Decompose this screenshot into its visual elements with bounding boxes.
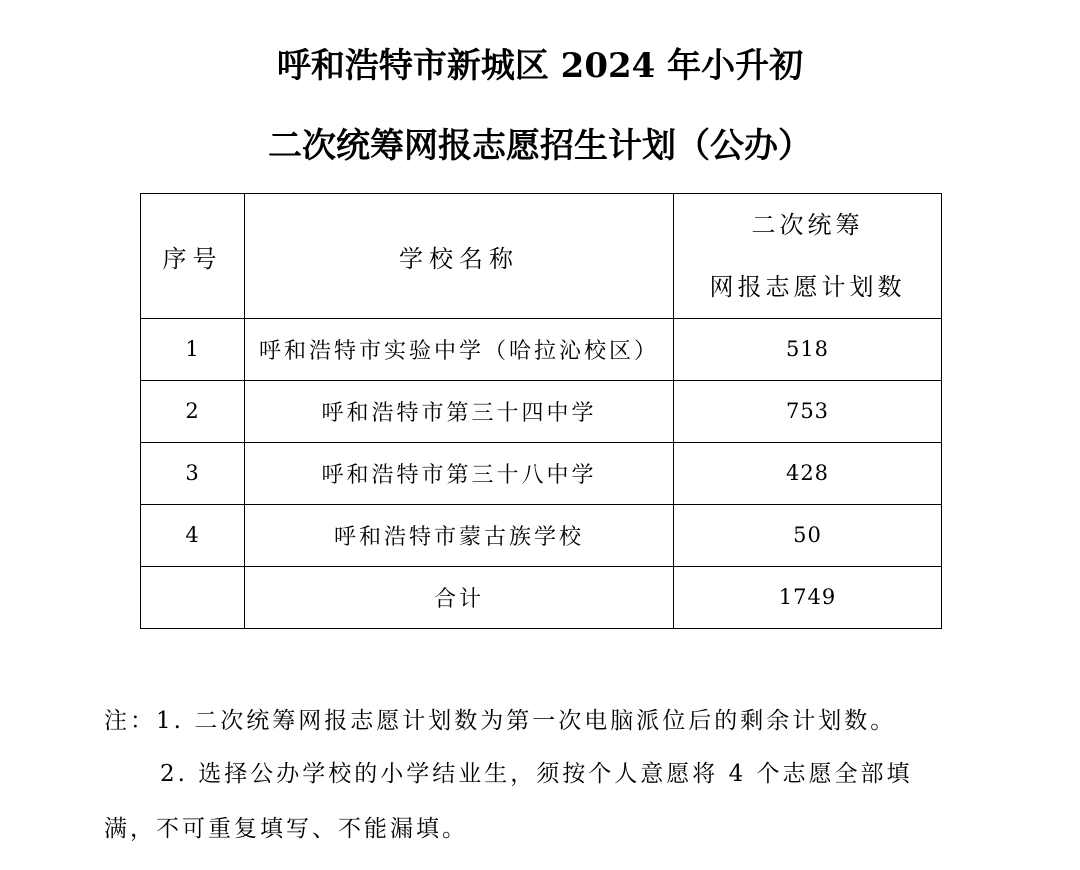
row-school-name bbox=[245, 381, 674, 443]
row-school-name-text: 呼和浩特市实验中学（哈拉沁校区） bbox=[258, 339, 659, 364]
row-plan-count bbox=[674, 443, 942, 505]
row-serial-number bbox=[141, 319, 245, 381]
row-serial-number bbox=[141, 381, 245, 443]
row-serial-number-text: 2 bbox=[185, 399, 200, 423]
total-plan-count-text: 1749 bbox=[778, 585, 837, 609]
table-row bbox=[141, 319, 942, 381]
enrollment-plan-table bbox=[140, 193, 942, 629]
row-serial-number-text: 3 bbox=[185, 461, 200, 485]
row-serial-number bbox=[141, 505, 245, 567]
document-title-line-2: 二次统筹网报志愿招生计划（公办） bbox=[268, 126, 812, 166]
note-line-3: 满，不可重复填写、不能漏填。 bbox=[104, 816, 468, 842]
table-row bbox=[141, 443, 942, 505]
header-plan-count bbox=[674, 194, 942, 319]
row-plan-count-text: 753 bbox=[785, 399, 830, 423]
row-school-name-text: 呼和浩特市第三十八中学 bbox=[321, 463, 597, 488]
row-school-name-text: 呼和浩特市第三十四中学 bbox=[321, 401, 597, 426]
row-serial-number-text: 4 bbox=[185, 523, 200, 547]
table-header-row bbox=[141, 194, 942, 319]
row-school-name bbox=[245, 319, 674, 381]
row-school-name-text: 呼和浩特市蒙古族学校 bbox=[333, 525, 584, 550]
row-serial-number-text: 1 bbox=[185, 337, 200, 361]
header-plan-count-line-2: 网报志愿计划数 bbox=[709, 273, 906, 301]
row-school-name bbox=[245, 505, 674, 567]
header-school-name bbox=[245, 194, 674, 319]
note-line-2: 2. 选择公办学校的小学结业生，须按个人意愿将 4 个志愿全部填 bbox=[160, 761, 913, 787]
document-title-line-1: 呼和浩特市新城区 2024 年小升初 bbox=[276, 46, 804, 86]
total-plan-count bbox=[674, 567, 942, 629]
total-label bbox=[245, 567, 674, 629]
row-serial-number bbox=[141, 443, 245, 505]
note-line-1: 注：1. 二次统筹网报志愿计划数为第一次电脑派位后的剩余计划数。 bbox=[104, 708, 897, 734]
total-serial-number bbox=[141, 567, 245, 629]
row-plan-count-text: 50 bbox=[793, 523, 822, 547]
row-plan-count bbox=[674, 381, 942, 443]
row-plan-count-text: 518 bbox=[785, 337, 830, 361]
table-row bbox=[141, 381, 942, 443]
header-plan-count-line-1: 二次统筹 bbox=[751, 211, 864, 239]
header-serial-number-label: 序号 bbox=[162, 244, 223, 273]
total-label-text: 合计 bbox=[433, 587, 484, 612]
row-plan-count bbox=[674, 505, 942, 567]
row-school-name bbox=[245, 443, 674, 505]
header-school-name-label: 学校名称 bbox=[399, 244, 519, 273]
row-plan-count-text: 428 bbox=[785, 461, 830, 485]
table-row bbox=[141, 505, 942, 567]
header-serial-number bbox=[141, 194, 245, 319]
table-total-row bbox=[141, 567, 942, 629]
row-plan-count bbox=[674, 319, 942, 381]
